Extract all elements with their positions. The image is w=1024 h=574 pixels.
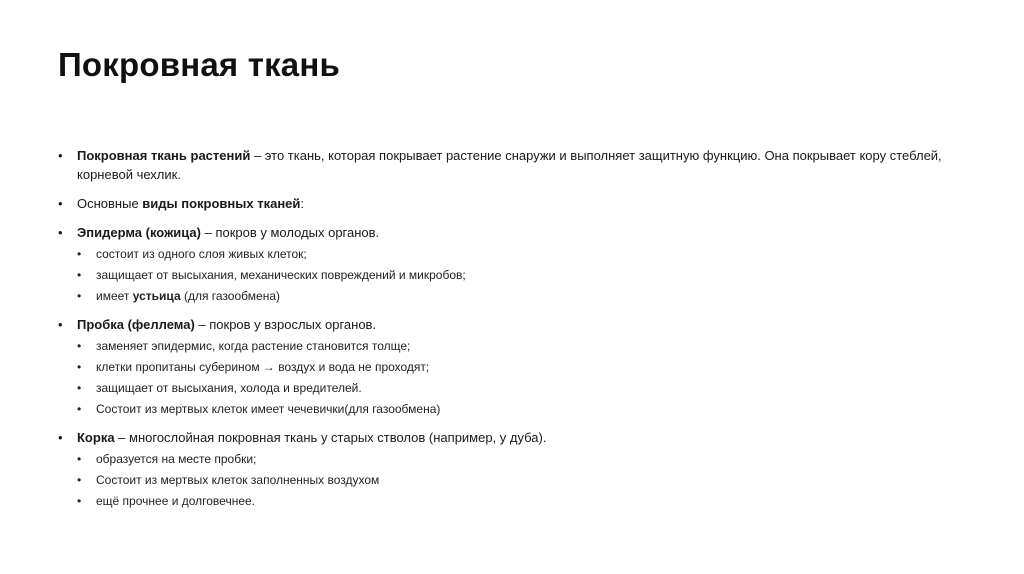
bullet-epidermis [58,223,958,242]
intro-term: Покровная ткань растений [77,148,251,163]
list-item: • Состоит из мертвых клеток заполненных воздухом [58,470,958,491]
epidermis-group [58,223,958,307]
bark-term: Корка [77,430,115,445]
bark-text: – многослойная покровная ткань у старых стволов (например, у дуба). [114,430,547,445]
kinds-term: виды покровных тканей [142,196,301,211]
list-item-stomata [58,286,958,307]
stomata-suffix: (для газообмена) [180,289,280,303]
bullet-intro [58,146,958,184]
list-item: • защищает от высыхания, холода и вредителей. [58,378,958,399]
list-item: • состоит из одного слоя живых клеток; [58,244,958,265]
list-item: • защищает от высыхания, механических повреждений и микробов; [58,265,958,286]
bark-group [58,428,958,512]
list-item: • ещё прочнее и долговечнее. [58,491,958,512]
stomata-prefix: имеет [96,289,133,303]
cork-term: Пробка (феллема) [77,317,195,332]
list-item: • Состоит из мертвых клеток имеет чечевички(для газообмена) [58,399,958,420]
kinds-prefix: Основные [77,196,143,211]
list-item: • заменяет эпидермис, когда растение становится толще; [58,336,958,357]
bullet-cork [58,315,958,334]
cork-group [58,315,958,420]
stomata-term: устьица [132,289,181,303]
cork-text: – покров у взрослых органов. [194,317,377,332]
list-item: • клетки пропитаны суберином → воздух и вода не проходят; [58,357,958,378]
bullet-kinds [58,194,958,213]
list-item: • образуется на месте пробки; [58,449,958,470]
intro-text: – это ткань, которая покрывает растение снаружи и выполняет защитную функцию. Она покрывает кору стеблей, корневой чехлик. [77,148,942,182]
bullet-bark [58,428,958,447]
page-title: Покровная ткань [58,46,340,83]
epidermis-term: Эпидерма (кожица) [77,225,201,240]
kinds-suffix: : [300,196,305,211]
epidermis-text: – покров у молодых органов. [200,225,380,240]
slide-content [58,146,958,520]
